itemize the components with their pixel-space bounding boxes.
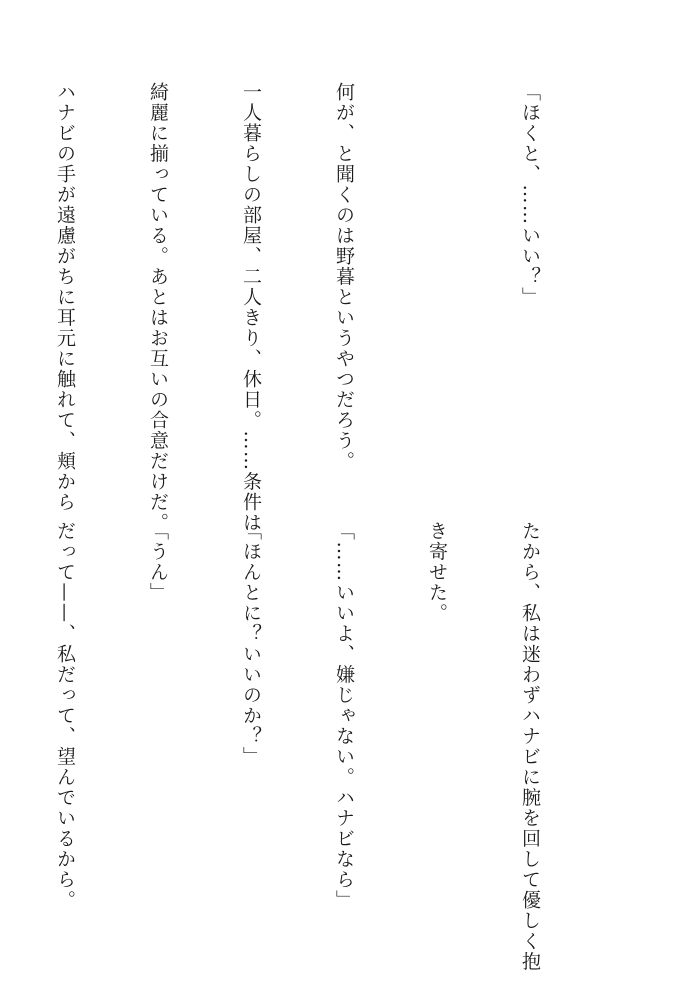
- text-line: だって——、私だって、望んでいるから。: [54, 521, 76, 911]
- text-line: [421, 82, 452, 492]
- text-line: 「……いいよ、嫌じゃない。ハナビなら」: [333, 521, 355, 911]
- text-line: 「ほくと、……いい？」: [519, 82, 541, 308]
- text-line: たから、私は迷わずハナビに腕を回して優しく抱: [519, 521, 541, 972]
- lower-text-block: [0, 521, 607, 972]
- text-line: 綺麗に揃っている。あとはお互いの合意だけだ。: [147, 82, 169, 533]
- text-line: 「うん」: [147, 521, 169, 603]
- text-line: 「ほんとに？いいのか？」: [240, 521, 262, 767]
- text-line: き寄せた。: [426, 521, 448, 624]
- upper-text-block: [0, 82, 607, 533]
- text-line: ハナビの手が遠慮がちに耳元に触れて、頬から: [54, 82, 76, 513]
- text-line: 一人暮らしの部屋、二人きり、休日。……条件は: [240, 82, 262, 533]
- text-line: 何が、と聞くのは野暮というやつだろう。: [333, 82, 355, 472]
